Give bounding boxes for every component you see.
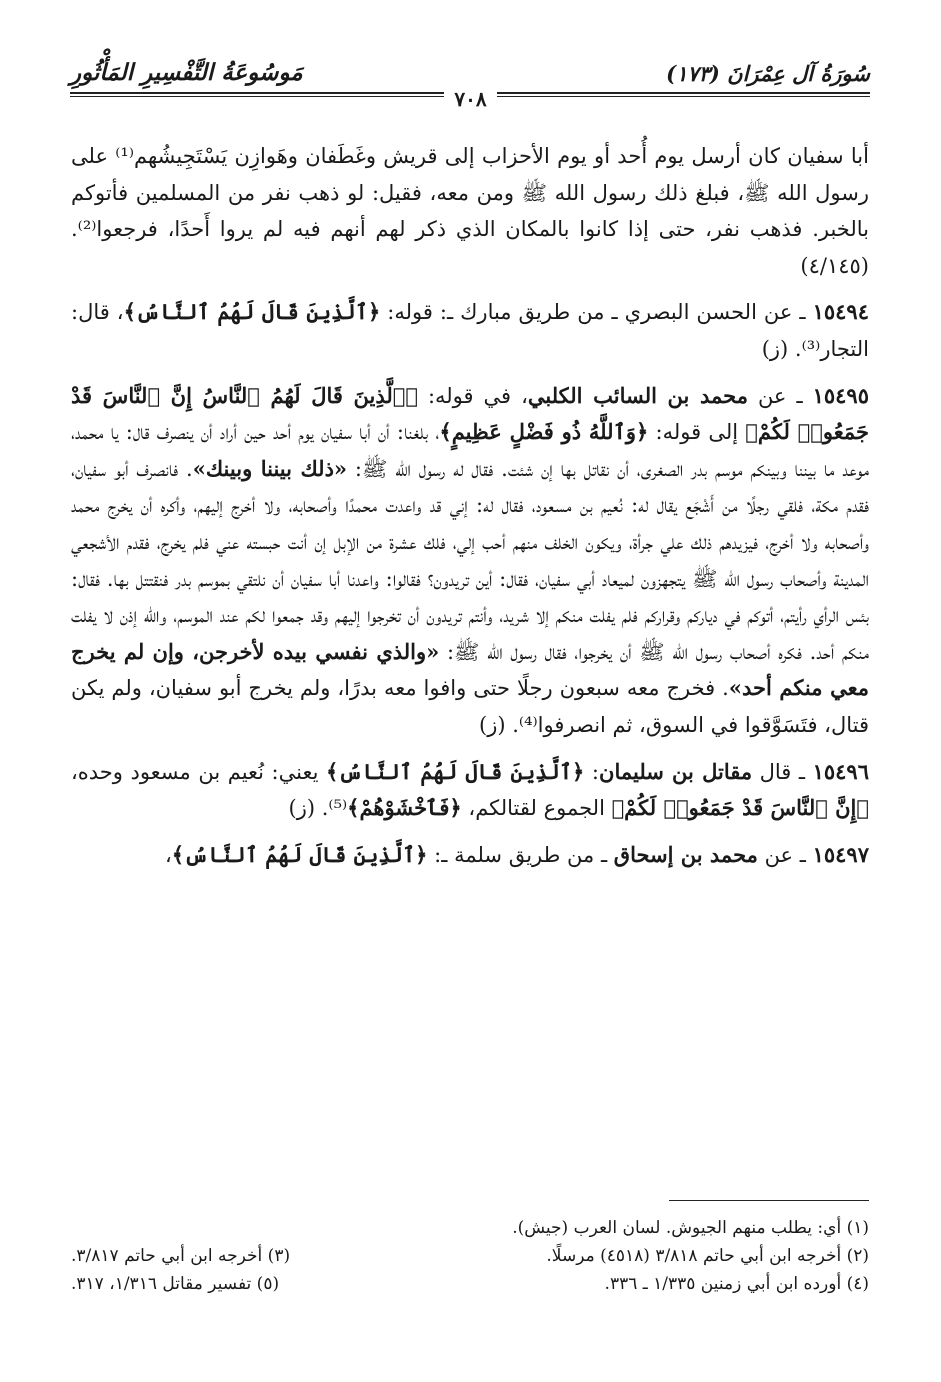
quran-quote: ﴿وَٱللَّهُ ذُو فَضْلٍ عَظِيمٍ﴾ (439, 419, 649, 445)
quran-quote: ﴿فَٱخْشَوْهُمْ﴾ (347, 795, 462, 821)
footnote-5: (٥) تفسير مقاتل ١/٣١٦، ٣١٧. (71, 1274, 280, 1294)
entry-text: : (584, 759, 600, 784)
entry-15497 (71, 837, 869, 874)
page-number-wrapper (0, 87, 941, 111)
entry-15495 (71, 378, 869, 744)
footnote-row (71, 1270, 869, 1298)
entry-text: ـ قال (752, 759, 813, 784)
page-header (70, 55, 870, 91)
entry-text: . فخرج معه سبعون رجلًا حتى وافوا معه بدرًا، ولم يخرج أبو سفيان، ولم يكن قتال، فتَسَوَّقوا في السوق، ثم انصرفوا⁽⁴⁾. (ز) (71, 676, 869, 737)
footnotes (71, 1214, 869, 1298)
entry-15496 (71, 754, 869, 827)
entry-number: ١٥٤٩٤ (812, 299, 869, 325)
footnote-2: (٢) أخرجه ابن أبي حاتم ٣/٨١٨ (٤٥١٨) مرسلًا. (546, 1246, 869, 1266)
footnote-1: (١) أي: يطلب منهم الجيوش. لسان العرب (جيش). (512, 1218, 869, 1238)
entry-text: . فانصرف أبو سفيان، فقدم مكة، فلقي رجلًا من أَشْجَع يقال له: نُعيم بن مسعود، فقال له: إني قد واعدت محمدًا وأصحابه، ولا أخرج إليهم، وأكره أن يخرج محمد وأصحابه ولا أخرج، فيزيدهم ذلك علي جرأة، ويكون الخلف منهم أحب إلي، فلك عشرة من الإبل إن أنت حبسته عني فلم يخرج، فقدم الأشجعي المدينة وأصحاب رسول الله ﷺ يتجهزون لميعاد أبي سفيان، فقال: أين تريدون؟ فقالوا: واعدنا أبا سفيان أن نلتقي بموسم بدر فنقتتل بها. فقال: بئس الرأي رأيتم، أتوكم في دياركم وقراركم فلم يفلت منكم إلا شريد، وأنتم تريدون أن تخرجوا إليهم وقد جمعوا لكم عند الموسم، والله إذن لا يفلت منكم أحد. فكره أصحاب رسول الله ﷺ أن يخرجوا، فقال رسول الله ﷺ: (71, 456, 870, 664)
surah-title: سُورَةُ آل عِمْرَانَ (١٧٣) (666, 61, 870, 86)
footnote-3: (٣) أخرجه ابن أبي حاتم ٣/٨١٧. (71, 1246, 291, 1266)
entry-number: ١٥٤٩٧ (812, 841, 869, 867)
entry-text: الجموع لقتالكم، (461, 796, 612, 821)
main-text (71, 138, 869, 883)
narrator-name: محمد بن السائب الكلبي (527, 382, 748, 408)
footnote-row (71, 1242, 869, 1270)
entry-text: ، في قوله: (417, 383, 528, 408)
quran-quote: ﴿ٱلَّذِينَ قَالَ لَهُمُ ٱلنَّاسُ إِنَّ ٱلنَّاسَ قَدْ جَمَعُوا۟ لَكُمْ﴾ (71, 382, 869, 445)
footnote-separator (669, 1200, 869, 1201)
entry-text: ـ من طريق سلمة ـ: (427, 842, 614, 867)
entry-text: ، بلغنا: أن أبا سفيان يوم أحد حين أراد أن ينصرف قال: يا محمد، موعد ما بيننا وبينكم موسم بدر الصغرى، أن نقاتل بها إن شئت. فقال له رسول الله ﷺ: (71, 420, 869, 481)
hadith-quote: «والذي نفسي بيده لأخرجن، وإن لم يخرج معي منكم أحد» (71, 638, 869, 701)
quran-quote: ﴿ٱلَّذِينَ قَالَ لَهُمُ ٱلنَّاسُ﴾ (326, 758, 585, 784)
hadith-quote: «ذلك بيننا وبينك» (192, 455, 348, 481)
narrator-name: مقاتل بن سليمان (599, 758, 753, 784)
quran-quote: ﴿إِنَّ ٱلنَّاسَ قَدْ جَمَعُوا۟ لَكُمْ﴾ (611, 795, 869, 821)
narrator-name: محمد بن إسحاق (613, 841, 758, 867)
book-title: مَوسُوعَةُ التَّفْسِيرِ المَأْثُورِ (70, 59, 303, 86)
page-number: ٧٠٨ (444, 87, 496, 111)
quran-quote: ﴿ٱلَّذِينَ قَالَ لَهُمُ ٱلنَّاسُ﴾ (171, 841, 428, 867)
entry-text: ، (164, 842, 172, 867)
entry-text: ـ عن (747, 383, 813, 408)
entry-15494 (71, 294, 869, 367)
entry-number: ١٥٤٩٥ (812, 382, 869, 408)
paragraph-continuation (71, 138, 869, 284)
entry-text: ⁽⁵⁾. (ز) (288, 796, 348, 821)
entry-text: يعني: نُعيم بن مسعود وحده، (71, 759, 327, 784)
entry-text: ـ عن الحسن البصري ـ من طريق مبارك ـ: قوله: (380, 300, 813, 325)
paragraph-text: أبا سفيان كان أرسل يوم أُحد أو يوم الأحزاب إلى قريش وغَطَفان وهَوازِن يَسْتَجِيشُهم⁽¹⁾ على رسول الله ﷺ، فبلغ ذلك رسول الله ﷺ ومن معه، فقيل: لو ذهب نفر من المسلمين فأتوكم بالخبر. فذهب نفر، حتى إذا كانوا بالمكان الذي ذكر لهم أنهم فيه لم يروا أَحدًا، فرجعوا⁽²⁾. (٤/١٤٥) (71, 144, 869, 278)
footnote-4: (٤) أورده ابن أبي زمنين ١/٣٣٥ ـ ٣٣٦. (604, 1274, 869, 1294)
entry-text: ـ عن (757, 842, 813, 867)
entry-text: ، قال: التجار⁽³⁾. (ز) (71, 300, 869, 361)
entry-number: ١٥٤٩٦ (812, 758, 869, 784)
quran-quote: ﴿ٱلَّذِينَ قَالَ لَهُمُ ٱلنَّاسُ﴾ (123, 299, 381, 325)
entry-text: إلى قوله: (648, 420, 746, 445)
